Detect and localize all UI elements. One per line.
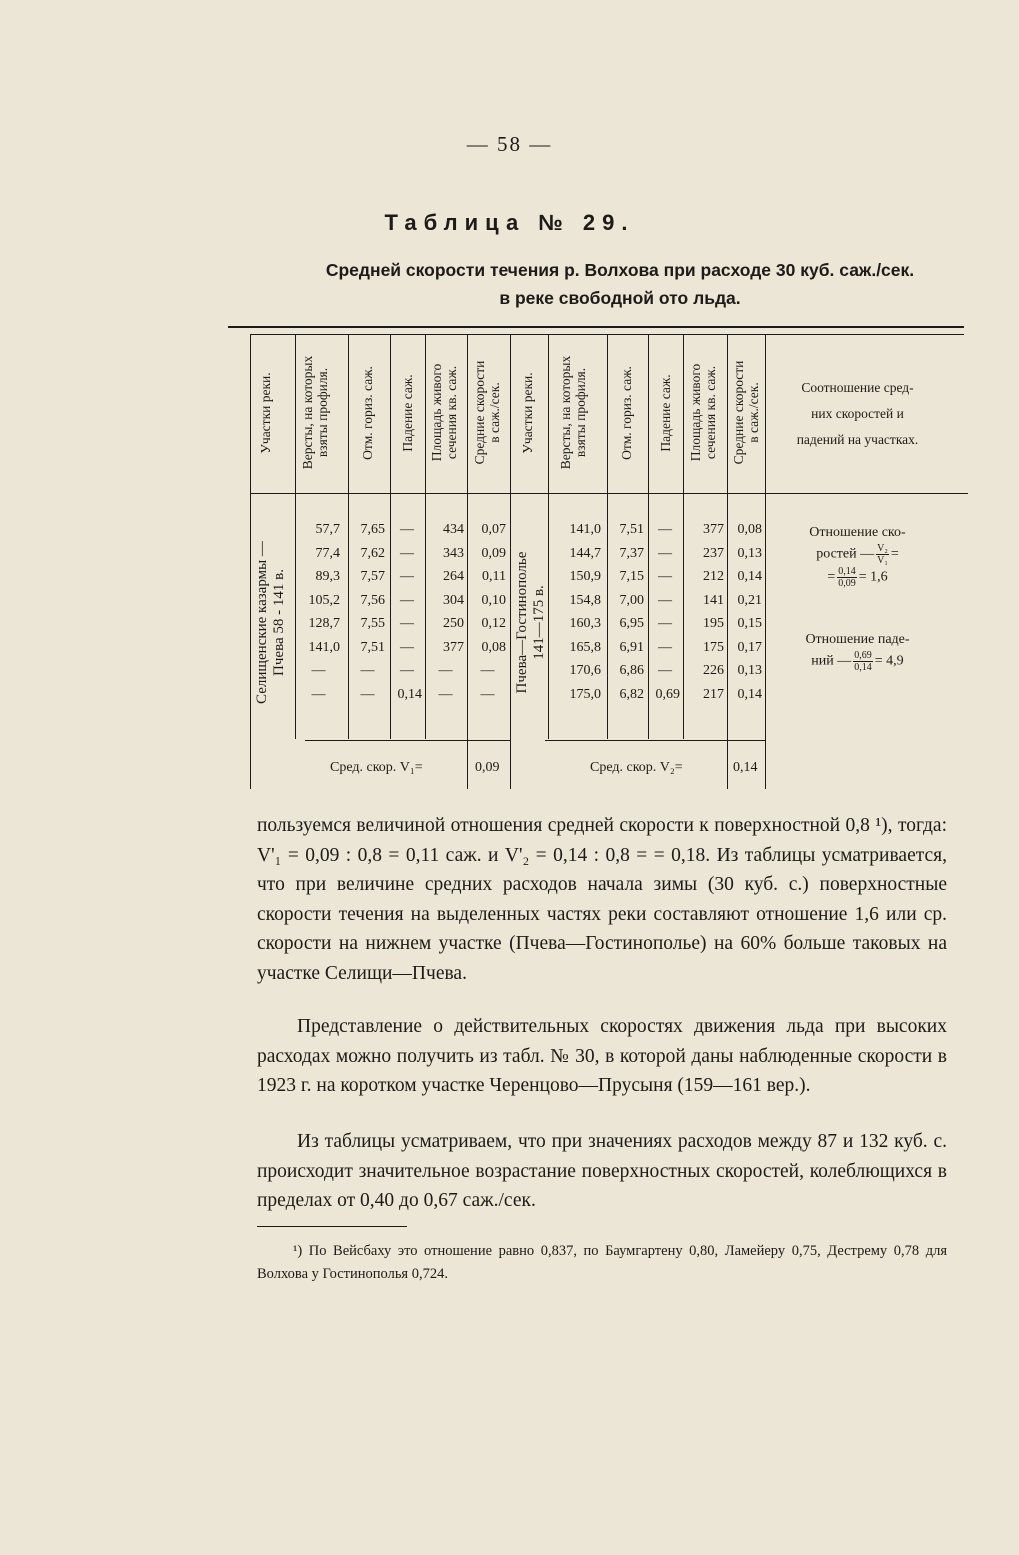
table-cell: — [400, 639, 414, 655]
table-cell: 0,11 [482, 569, 506, 584]
table-cell: 6,95 [619, 616, 644, 631]
table-cell: — [400, 663, 414, 678]
right-avg-label: Сред. скор. V₂= [590, 760, 683, 775]
table-cell: 7,15 [619, 569, 644, 584]
paragraph-3: Из таблицы усматриваем, что при значениях расходов между 87 и 132 куб. с. происходит значительное возрастание поверхностных скоростей, колеблющихся в пределах от 0,40 до 0,67 саж./сек. [257, 1131, 947, 1211]
col-line [390, 334, 391, 739]
header-ratio: Соотношение сред- них скоростей и падений на участках. [796, 380, 919, 447]
table-cell: 175,0 [569, 686, 601, 702]
table-cell: 7,57 [360, 569, 385, 584]
table-cell: — [658, 522, 672, 537]
table-cell: 377 [703, 522, 724, 537]
table-cell: 89,3 [315, 569, 340, 584]
fall-ratio: Отношение паде- ний — $\frac{0,69}{0,14}$ = 4,9 [805, 632, 910, 673]
table-cell: 0,15 [737, 616, 762, 631]
footnote-rule [257, 1226, 407, 1227]
right-avg-value: 0,14 [733, 760, 758, 775]
col-line [250, 334, 251, 789]
table-cell: 150,9 [569, 569, 601, 584]
table-cell: — [400, 545, 414, 561]
table-cell: 0,14 [737, 686, 762, 702]
col-line [648, 334, 649, 739]
table-cell: 250 [443, 616, 464, 631]
header-fall: Падение саж. [658, 374, 673, 452]
table-cell: — [658, 545, 672, 561]
table-cell: 237 [703, 545, 724, 561]
header-section: Участки реки. [520, 372, 535, 454]
table-subtitle [240, 256, 1000, 312]
header-area: Площадь живого сечения кв. саж. [429, 363, 459, 462]
table-cell: 160,3 [569, 616, 601, 631]
table-cell: — [658, 663, 672, 678]
page-number: — 58 — [466, 132, 553, 156]
speed-ratio: Отношение ско- ростей — $\frac{\text{V₂}}{\text{V₁}}$ = = $\frac{0,14}{0,09}$ = 1,6 [809, 525, 906, 589]
table-cell: 141,0 [308, 639, 340, 655]
fraction: $\frac{\text{V₂}}{\text{V₁}}$ [877, 543, 888, 566]
col-line [548, 334, 549, 739]
table-cell: 7,51 [360, 639, 385, 655]
col-line [467, 334, 468, 789]
header-mark: Отм. гориз. саж. [619, 366, 634, 460]
header-bottom-rule [250, 493, 968, 494]
col-line [348, 334, 349, 739]
left-avg-label: Сред. скор. V₁= [330, 760, 423, 775]
table-cell: 0,21 [737, 592, 762, 608]
header-verst: Версты, на которых взяты профиля. [300, 355, 330, 470]
table-cell: 6,91 [619, 639, 644, 655]
table-cell: 7,55 [360, 616, 385, 631]
right-section-label: Пчева—Гостинополье 141—175 в. [514, 551, 547, 694]
header-speed: Средние скорости в саж./сек. [731, 360, 761, 465]
table-cell: 0,14 [397, 686, 422, 702]
table-cell: 141,0 [569, 522, 601, 537]
table-cell: 212 [703, 569, 724, 584]
header-fall: Падение саж. [400, 374, 415, 452]
subtitle-line-1: Средней скорости течения р. Волхова при расходе 30 куб. саж./сек. [325, 260, 915, 280]
table-cell: 217 [703, 686, 724, 702]
table-cell: 304 [443, 592, 464, 608]
table-cell: — [360, 663, 375, 678]
table-cell: 0,09 [481, 545, 506, 561]
table-cell: — [438, 663, 453, 678]
table-cell: 343 [443, 545, 464, 561]
table-cell: 0,07 [481, 522, 506, 537]
table-cell: 6,82 [619, 686, 644, 702]
table-cell: — [311, 663, 326, 678]
table-cell: 141 [703, 592, 724, 608]
paragraph-2: Представление о действительных скоростях движения льда при высоких расходах можно получить из табл. № 30, в которой даны наблюденные скорости в 1923 г. на коротком участке Черенцово—Прусыня (159—161 вер.). [257, 1016, 947, 1096]
table-cell: 7,00 [619, 592, 644, 608]
col-line [295, 334, 296, 739]
table-cell: — [480, 686, 495, 702]
table-cell: — [658, 639, 672, 655]
table-cell: 7,65 [360, 522, 385, 537]
table-cell: 165,8 [569, 639, 601, 655]
table-cell: — [311, 686, 326, 702]
table-cell: 0,69 [655, 686, 680, 702]
table-cell: 57,7 [315, 522, 340, 537]
table-cell: 0,13 [737, 663, 762, 678]
table-cell: 154,8 [569, 592, 601, 608]
table-top-rule [228, 326, 964, 328]
table-cell: 226 [703, 663, 724, 678]
header-speed: Средние скорости в саж./сек. [472, 360, 502, 465]
table-cell: 0,13 [737, 545, 762, 561]
right-avg-rule [545, 740, 765, 741]
table-cell: 0,12 [481, 616, 506, 631]
col-line [425, 334, 426, 739]
left-avg-value: 0,09 [475, 760, 500, 775]
table-cell: 434 [443, 522, 464, 537]
table-cell: — [658, 569, 672, 584]
table-title: Таблица № 29. [384, 210, 635, 235]
table-cell: — [360, 686, 375, 702]
col-line [765, 334, 766, 789]
table-cell: 105,2 [308, 592, 340, 608]
table-cell: 175 [703, 639, 724, 655]
table-cell: — [400, 592, 414, 608]
table-cell: — [400, 569, 414, 584]
left-avg-rule [305, 740, 510, 741]
table-cell: — [400, 616, 414, 631]
col-line [727, 334, 728, 789]
table-cell: 144,7 [569, 545, 601, 561]
col-line [683, 334, 684, 739]
table-cell: 6,86 [619, 663, 644, 678]
header-area: Площадь живого сечения кв. саж. [688, 363, 718, 462]
table-cell: 377 [443, 639, 464, 655]
table-cell: 0,14 [737, 569, 762, 584]
table-cell: 0,08 [481, 639, 506, 655]
table-cell: 7,37 [619, 545, 644, 561]
header-verst: Версты, на которых взяты профиля. [558, 355, 588, 470]
table-cell: 7,62 [360, 545, 385, 561]
subtitle-line-2: в реке свободной ото льда. [499, 288, 741, 308]
table-cell: 264 [443, 569, 464, 584]
table-cell: 0,17 [737, 639, 762, 655]
table-cell: 7,51 [619, 522, 644, 537]
table-cell: 128,7 [308, 616, 340, 631]
table-cell: — [658, 616, 672, 631]
table-cell: 7,56 [360, 592, 385, 608]
table-cell: 77,4 [315, 545, 340, 561]
table-cell: 0,10 [481, 592, 506, 608]
col-line [607, 334, 608, 739]
table-cell: — [400, 522, 414, 537]
header-section: Участки реки. [258, 372, 273, 454]
fraction: $\frac{0,14}{0,09}$ [838, 566, 856, 589]
table-cell: — [438, 686, 453, 702]
header-mark: Отм. гориз. саж. [360, 366, 375, 460]
left-section-label: Селищенские казармы — Пчева 58 - 141 в. [254, 541, 287, 704]
fraction: $\frac{0,69}{0,14}$ [854, 650, 872, 673]
col-line [510, 334, 511, 789]
footnote: ¹) По Вейсбаху это отношение равно 0,837, по Баумгартену 0,80, Ламейеру 0,75, Дестрему 0,78 для Волхова у Гостинополья 0,724. [257, 1243, 947, 1282]
table-cell: — [658, 592, 672, 608]
table-cell: 0,08 [737, 522, 762, 537]
table-cell: — [480, 663, 495, 678]
paragraph-1: пользуемся величиной отношения средней скорости к поверхностной 0,8 ¹), тогда: V'₁ = 0,09 : 0,8 = 0,11 саж. и V'₂ = 0,14 : 0,8 = = 0,18. Из таблицы усматривается, что при величине средних расходов начала зимы (30 куб. с.) поверхностные скорости течения на выделенных частях реки составляют отношение 1,6 или ср. скорости на нижнем участке (Пчева—Гостинополье) на 60% больше таковых на участке Селищи—Пчева. [257, 815, 947, 984]
table-cell: 170,6 [569, 663, 601, 678]
table-cell: 195 [703, 616, 724, 631]
